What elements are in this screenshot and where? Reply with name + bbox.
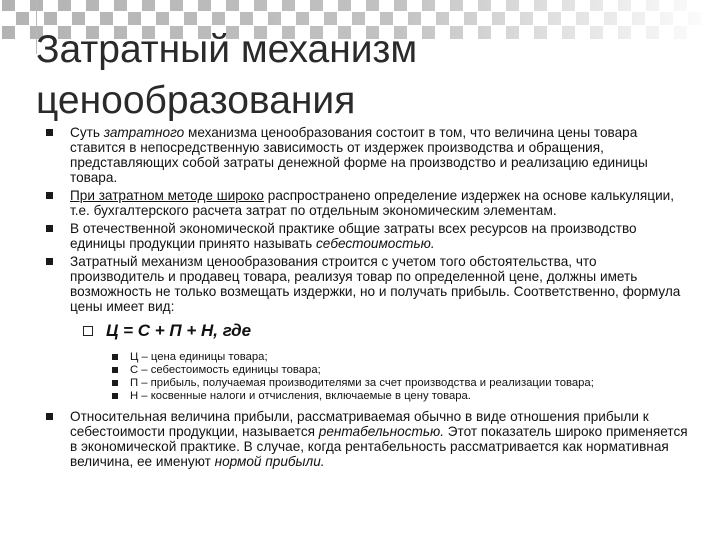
definition-text: С – себестоимость единицы товара; (130, 364, 321, 376)
emphasized-text: нормой прибыли. (214, 454, 325, 469)
list-item (46, 254, 694, 314)
square-bullet-icon (46, 192, 53, 199)
definition-text: П – прибыль, получаемая производителями за счет производства и реализации товара; (130, 377, 594, 389)
small-square-bullet-icon (112, 393, 118, 399)
list-item-text (70, 188, 674, 218)
slide-title-line-2: ценообразования (36, 79, 356, 122)
list-item-text (70, 254, 680, 314)
slide-body (46, 125, 694, 469)
slide-title (36, 24, 417, 126)
text-run: Этот показатель широко применяется в экономической практике. В случае, когда рентабельность рассматривается как нормативная величина, ее именуют (70, 424, 688, 469)
underlined-text: При затратном методе широко (70, 188, 264, 203)
emphasized-text: рентабельностью. (318, 424, 444, 439)
definition-item (46, 390, 694, 403)
price-formula (46, 321, 694, 341)
list-item (46, 188, 694, 218)
bullet-list (46, 125, 694, 314)
list-item (46, 221, 694, 251)
definition-item (46, 377, 694, 390)
small-square-bullet-icon (112, 367, 118, 373)
text-run: В отечественной экономической практике общие затраты всех ресурсов на производство единицы продукции принято называть (70, 221, 637, 251)
text-run: Затратный механизм ценообразования строится с учетом того обстоятельства, что производитель и продавец товара, реализуя товар по определенной цене, должны иметь возможность не только возмещать издержки, но и получать прибыль. Соответственно, формула цены имеет вид: (70, 254, 681, 314)
small-square-bullet-icon (112, 380, 118, 386)
text-run: распространено определение издержек на основе калькуляции, т.е. бухгалтерского расчета затрат по отдельным экономическим элементам. (70, 188, 675, 218)
definition-item (46, 364, 694, 377)
list-item-text (70, 409, 688, 469)
text-run: механизма ценообразования состоит в том, что величина цены товара ставится в непосредственную зависимость от издержек производства и обращения, представляющих собой затраты денежной форме на производство и реализацию единицы товара. (70, 125, 648, 185)
square-bullet-icon (46, 413, 53, 420)
list-item-text (70, 125, 648, 185)
formula-text: Ц = С + П + Н, где (106, 321, 252, 340)
definition-text: Н – косвенные налоги и отчисления, включаемые в цену товара. (130, 390, 471, 402)
list-item-text (70, 221, 637, 251)
emphasized-text: себестоимостью. (315, 236, 435, 251)
slide-title-line-1: Затратный механизм (36, 28, 418, 71)
list-item-profitability (46, 409, 694, 469)
small-square-bullet-icon (112, 354, 118, 360)
definition-text: Ц – цена единицы товара; (130, 351, 268, 363)
square-bullet-icon (46, 258, 53, 265)
hollow-square-bullet-icon (83, 326, 93, 336)
square-bullet-icon (46, 129, 53, 136)
text-run: Относительная величина прибыли, рассматриваемая обычно в виде отношения прибыли к себестоимости продукции, называется (70, 409, 649, 439)
formula-definitions-list (46, 351, 694, 403)
emphasized-text: затратного (103, 125, 185, 140)
definition-item (46, 351, 694, 364)
square-bullet-icon (46, 225, 53, 232)
text-run: Суть (70, 125, 104, 140)
list-item (46, 125, 694, 185)
